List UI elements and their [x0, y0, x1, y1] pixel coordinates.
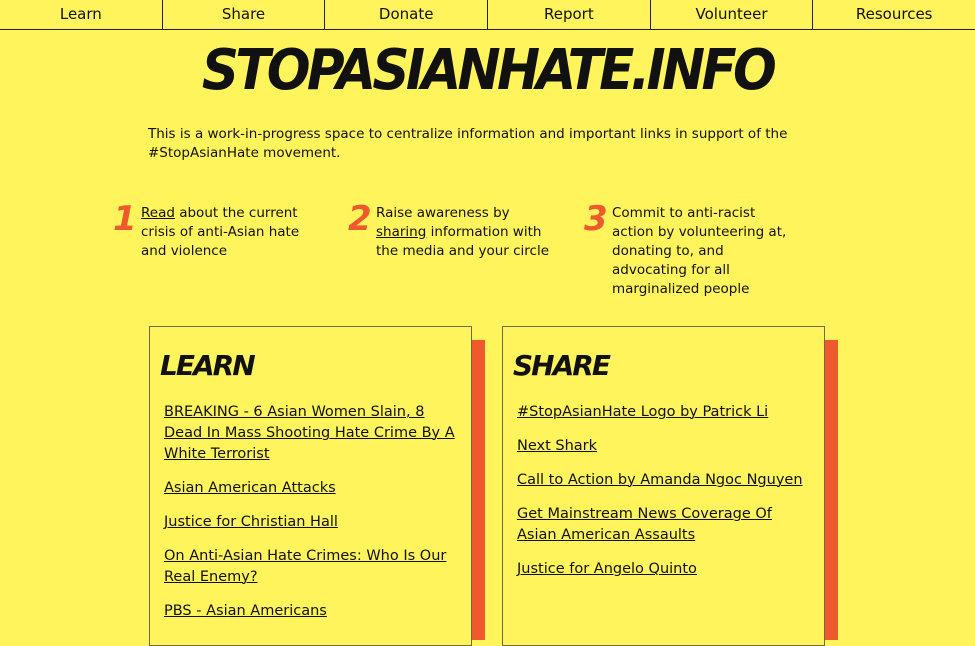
step-text	[612, 200, 794, 299]
nav-learn[interactable]: Learn	[0, 0, 163, 29]
share-link[interactable]: #StopAsianHate Logo by Patrick Li	[517, 404, 769, 420]
share-link[interactable]: Justice for Angelo Quinto	[517, 561, 697, 577]
nav-volunteer[interactable]: Volunteer	[651, 0, 814, 29]
list-item	[517, 435, 810, 456]
learn-card-shadow	[472, 340, 485, 640]
step-number: 1	[113, 199, 137, 239]
nav-report[interactable]: Report	[488, 0, 651, 29]
step-3	[584, 200, 794, 299]
step-text-pre: Raise awareness by	[376, 205, 510, 221]
learn-link[interactable]: PBS - Asian Americans	[164, 603, 327, 619]
nav-donate[interactable]: Donate	[325, 0, 488, 29]
learn-link[interactable]: BREAKING - 6 Asian Women Slain, 8 Dead In Mass Shooting Hate Crime By A White Terrorist	[164, 404, 455, 462]
list-item	[517, 469, 810, 490]
share-card-title: SHARE	[513, 349, 609, 382]
learn-link[interactable]: Justice for Christian Hall	[164, 514, 338, 530]
share-link[interactable]: Next Shark	[517, 438, 598, 454]
list-item	[164, 545, 457, 587]
step-text-post: information with the media and your circle	[376, 224, 550, 259]
nav-resources[interactable]: Resources	[855, 5, 933, 23]
share-card-shadow	[825, 340, 838, 640]
learn-card-title: LEARN	[160, 349, 254, 382]
step-1	[113, 200, 318, 261]
step-text	[141, 200, 318, 261]
list-item	[164, 477, 457, 498]
sharing-link[interactable]: sharing	[376, 224, 427, 240]
step-text	[376, 200, 563, 261]
read-link[interactable]: Read	[141, 205, 175, 221]
list-item	[164, 511, 457, 532]
step-text-pre: Commit to anti-racist action by volunteering at, donating to, and advocating for all marginalized people	[612, 205, 787, 297]
list-item	[517, 401, 810, 422]
intro-text: This is a work-in-progress space to centralize information and important links in support of the #StopAsianHate movement.	[148, 126, 788, 161]
nav-share[interactable]: Share	[163, 0, 326, 29]
share-link[interactable]: Call to Action by Amanda Ngoc Nguyen	[517, 472, 803, 488]
list-item	[164, 600, 457, 621]
step-2	[348, 200, 563, 261]
share-link-list	[517, 401, 810, 579]
learn-link[interactable]: Asian American Attacks	[164, 480, 336, 496]
learn-link-list	[164, 401, 457, 621]
list-item	[517, 503, 810, 545]
share-card	[502, 326, 825, 646]
share-link[interactable]: Get Mainstream News Coverage Of Asian American Assaults	[517, 506, 772, 543]
list-item	[164, 401, 457, 464]
site-title: STOPASIANHATE.INFO	[201, 38, 774, 103]
learn-link[interactable]: On Anti-Asian Hate Crimes: Who Is Our Real Enemy?	[164, 548, 447, 585]
step-text-post: about the current crisis of anti-Asian hate and violence	[141, 205, 300, 259]
learn-card	[149, 326, 472, 646]
top-nav	[0, 0, 975, 30]
list-item	[517, 558, 810, 579]
step-number: 2	[348, 199, 372, 239]
step-number: 3	[584, 199, 608, 239]
